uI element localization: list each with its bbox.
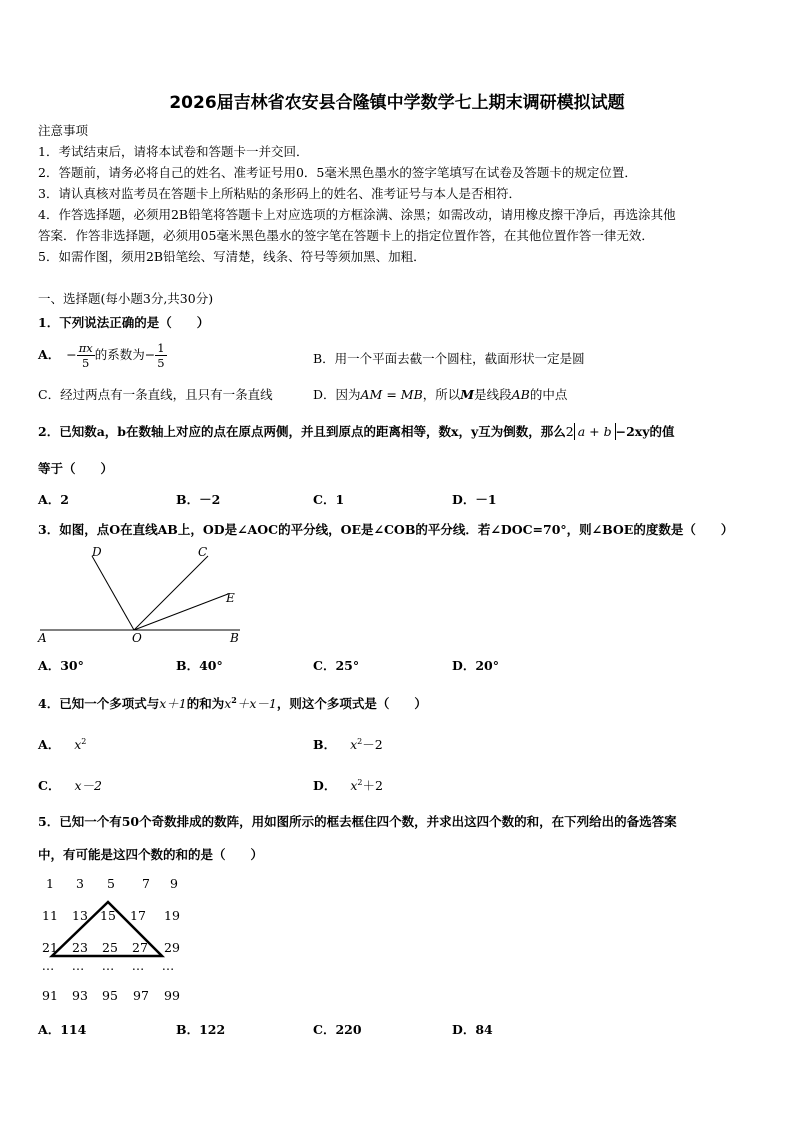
label-c: C xyxy=(198,545,208,559)
q3-option-a[interactable]: A．30° xyxy=(38,658,84,673)
q1-stem: 1．下列说法正确的是（ ） xyxy=(38,315,210,330)
q3-option-c[interactable]: C．25° xyxy=(313,658,360,673)
notice-item-5: 5．如需作图，须用2B铅笔绘、写清楚，线条、符号等须加黑、加粗． xyxy=(38,249,426,264)
q5-option-c[interactable]: C．220 xyxy=(313,1022,362,1037)
q1-d-end: 的中点 xyxy=(529,387,568,402)
q4-stem-pre: 4．已知一个多项式与 xyxy=(38,696,160,711)
q4-b-sup: 2 xyxy=(357,736,363,746)
grid-cell: 25 xyxy=(102,940,118,955)
q4-option-c[interactable] xyxy=(38,776,102,794)
grid-cell: 93 xyxy=(72,988,88,1003)
q5-stem: 5．已知一个有50个奇数排成的数阵，用如图所示的框去框住四个数，并求出这四个数的和，在下列给出的备选答案 xyxy=(38,814,677,829)
q1-option-c[interactable]: C．经过两点有一条直线，且只有一条直线 xyxy=(38,387,273,402)
q1-a-fraction2 xyxy=(155,341,166,370)
q4-d-val: x xyxy=(350,778,358,793)
q1-a-den2: 5 xyxy=(157,356,165,370)
q1-a-den: 5 xyxy=(82,356,90,370)
q1-d-eq: AM = MB xyxy=(360,387,423,402)
grid-cell: 99 xyxy=(164,988,180,1003)
notice-item-3: 3．请认真核对监考员在答题卡上所粘贴的条形码上的姓名、准考证号与本人是否相符． xyxy=(38,186,521,201)
notice-item-4: 4．作答选择题，必须用2B铅笔将答题卡上对应选项的方框涂满、涂黑；如需改动，请用橡皮擦干净后，再选涂其他 xyxy=(38,207,676,222)
q4-c-val: x－2 xyxy=(74,778,102,793)
q1-a-fraction xyxy=(77,341,95,370)
q4-a-val: x xyxy=(74,737,82,752)
q4-d-sup: 2 xyxy=(357,777,363,787)
q2-option-c[interactable]: C．1 xyxy=(313,492,345,507)
q2-stem-text: 2．已知数a，b在数轴上对应的点在原点两侧，并且到原点的距离相等，数x，y互为倒数，那么 xyxy=(38,424,566,439)
q4-option-b[interactable] xyxy=(313,735,383,753)
grid-cell: 15 xyxy=(100,908,116,923)
q5-option-a[interactable]: A．114 xyxy=(38,1022,87,1037)
q4-stem-x1: x＋1 xyxy=(159,696,187,711)
q4-d-key: D． xyxy=(313,778,337,793)
grid-ellipsis: … xyxy=(131,958,145,973)
q4-stem-poly-tail: ＋x－1 xyxy=(236,696,277,711)
q4-b-val: x xyxy=(350,737,358,752)
notice-heading: 注意事项 xyxy=(38,123,89,138)
q4-stem-end: ，则这个多项式是（ ） xyxy=(276,696,427,711)
q2-option-b[interactable]: B．－2 xyxy=(176,492,221,507)
label-a: A xyxy=(38,631,47,645)
section-heading: 一、选择题(每小题3分,共30分) xyxy=(38,291,214,306)
q1-d-pre: D．因为 xyxy=(313,387,361,402)
notice-item-2: 2．答题前，请务必将自己的姓名、准考证号用0．5毫米黑色墨水的签字笔填写在试卷及答题卡的规定位置． xyxy=(38,165,637,180)
grid-ellipsis: … xyxy=(71,958,85,973)
q1-d-ab: AB xyxy=(511,387,530,402)
q4-b-tail: －2 xyxy=(362,737,383,752)
q4-option-d[interactable] xyxy=(313,776,383,794)
q3-angle-figure xyxy=(36,542,246,646)
q3-stem: 3．如图，点O在直线AB上，OD是∠AOC的平分线，OE是∠COB的平分线．若∠DOC=70°，则∠BOE的度数是（ ） xyxy=(38,522,734,537)
notice-item-1: 1．考试结束后，请将本试卷和答题卡一并交回． xyxy=(38,144,309,159)
q2-stem-2: 等于（ ） xyxy=(38,461,114,476)
ray-od xyxy=(92,556,134,630)
q1-d-mid: ，所以 xyxy=(422,387,461,402)
grid-cell: 95 xyxy=(102,988,118,1003)
q5-triangle-frame xyxy=(38,874,188,974)
label-b: B xyxy=(230,631,239,645)
grid-cell: 97 xyxy=(133,988,149,1003)
q4-stem-poly: x xyxy=(224,696,232,711)
q1-a-mid: 的系数为− xyxy=(94,347,156,362)
q1-option-d[interactable] xyxy=(313,385,567,403)
grid-cell: 91 xyxy=(42,988,58,1003)
q2-expr-abs-text: a + b xyxy=(577,424,612,439)
notice-item-4-cont: 答案．作答非选择题，必须用05毫米黑色墨水的签字笔在答题卡上的指定位置作答，在其他位置作答一律无效． xyxy=(38,228,654,243)
ray-oc xyxy=(134,556,208,630)
q2-expr-2: 2 xyxy=(565,424,574,439)
grid-cell: 7 xyxy=(142,876,150,891)
q2-option-a[interactable]: A．2 xyxy=(38,492,69,507)
q1-a-num2: 1 xyxy=(157,341,165,355)
q1-a-neg: − xyxy=(66,347,77,362)
q1-a-num: πx xyxy=(78,341,93,355)
q4-stem xyxy=(38,694,427,712)
q1-d-mid2: 是线段 xyxy=(474,387,512,402)
grid-cell: 11 xyxy=(42,908,58,923)
grid-cell: 21 xyxy=(42,940,58,955)
grid-ellipsis: … xyxy=(41,958,55,973)
grid-cell: 29 xyxy=(164,940,180,955)
q2-stem xyxy=(38,422,674,440)
q1-a-key: A． xyxy=(38,347,61,362)
q5-number-grid xyxy=(38,874,188,1014)
ray-oe xyxy=(134,594,228,630)
q3-option-d[interactable]: D．20° xyxy=(452,658,499,673)
q4-option-a[interactable] xyxy=(38,735,86,753)
label-e: E xyxy=(226,591,235,605)
q4-b-key: B． xyxy=(313,737,337,752)
q1-d-m: M xyxy=(460,387,475,402)
grid-ellipsis: … xyxy=(161,958,175,973)
q4-c-key: C． xyxy=(38,778,61,793)
q4-stem-mid: 的和为 xyxy=(186,696,225,711)
label-d: D xyxy=(92,545,102,559)
grid-cell: 19 xyxy=(164,908,180,923)
grid-cell: 13 xyxy=(72,908,88,923)
grid-cell: 23 xyxy=(72,940,88,955)
q3-option-b[interactable]: B．40° xyxy=(176,658,223,673)
grid-cell: 1 xyxy=(46,876,54,891)
page-title: 2026届吉林省农安县合隆镇中学数学七上期末调研模拟试题 xyxy=(169,93,625,113)
grid-cell: 27 xyxy=(132,940,148,955)
q2-expr-tail: −2xy的值 xyxy=(615,424,675,439)
q4-a-sup: 2 xyxy=(81,736,87,746)
q5-stem-2: 中，有可能是这四个数的和的是（ ） xyxy=(38,847,264,862)
label-o: O xyxy=(132,631,142,645)
q2-expr-abs xyxy=(574,423,616,440)
triangle-outline xyxy=(52,902,162,956)
q5-option-d[interactable]: D．84 xyxy=(452,1022,493,1037)
q4-a-key: A． xyxy=(38,737,61,752)
q5-option-b[interactable]: B．122 xyxy=(176,1022,226,1037)
grid-ellipsis: … xyxy=(101,958,115,973)
grid-cell: 3 xyxy=(76,876,84,891)
q4-stem-sup: 2 xyxy=(231,694,237,705)
grid-cell: 5 xyxy=(107,876,115,891)
q1-option-b[interactable]: B．用一个平面去截一个圆柱，截面形状一定是圆 xyxy=(313,351,585,366)
grid-cell: 17 xyxy=(130,908,146,923)
q4-d-tail: ＋2 xyxy=(362,778,383,793)
q1-option-a[interactable] xyxy=(38,341,167,370)
grid-cell: 9 xyxy=(170,876,178,891)
q2-option-d[interactable]: D．－1 xyxy=(452,492,497,507)
